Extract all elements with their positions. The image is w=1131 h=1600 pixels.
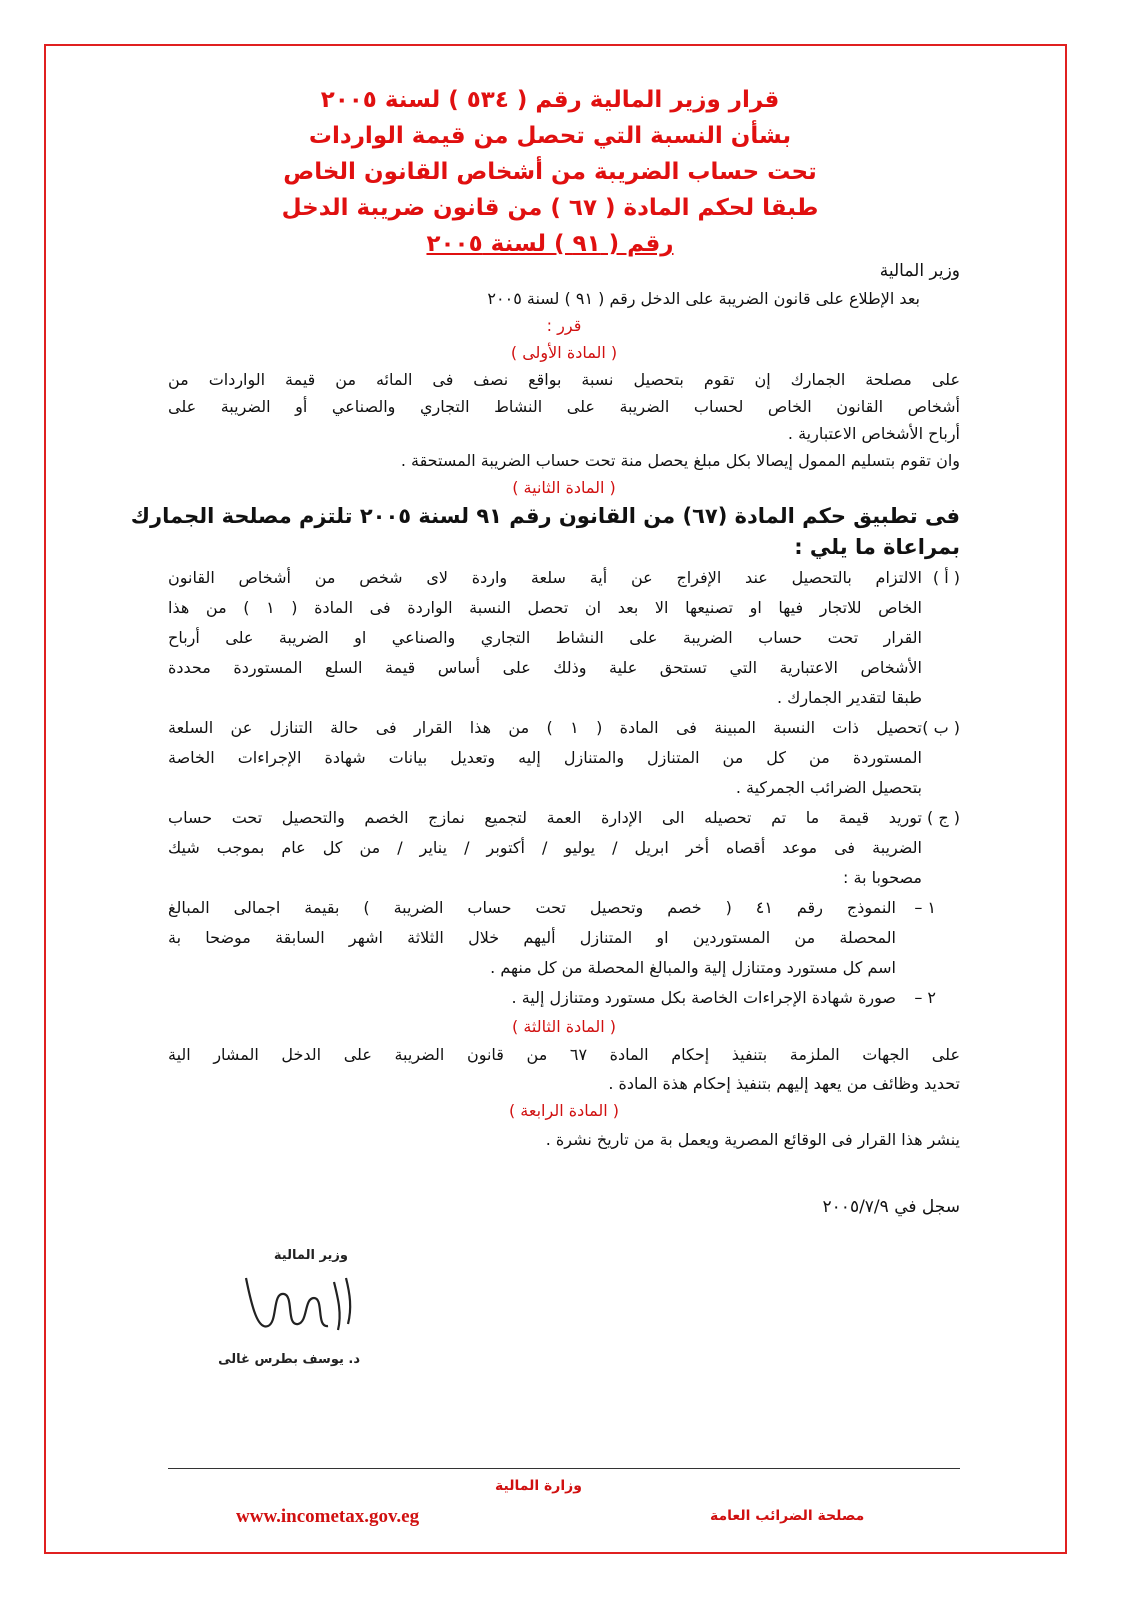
clause-b-label: ( ب ): [922, 718, 960, 737]
title-line-1: قرار وزير المالية رقم ( ٥٣٤ ) لسنة ٢٠٠٥: [320, 87, 780, 113]
clause-a-label: ( أ ): [932, 568, 960, 587]
footer-authority: مصلحة الضرائب العامة: [710, 1508, 865, 1524]
signature-name: د. يوسف بطرس غالى: [218, 1352, 360, 1367]
handwritten-signature: [238, 1268, 358, 1348]
clause-c-1-line: النموذج رقم ٤١ ( خصم وتحصيل تحت حساب الضريبة ) بقيمة اجمالى المبالغ: [168, 898, 896, 917]
decided-heading: قرر :: [546, 316, 582, 335]
clause-c-line: توريد قيمة ما تم تحصيله الى الإدارة العمة لتجميع نمازج الخصم والتحصيل تحت حساب: [168, 808, 922, 827]
clause-b-line: بتحصيل الضرائب الجمركية .: [735, 778, 922, 797]
clause-b-line: تحصيل ذات النسبة المبينة فى المادة ( ١ ) من هذا القرار فى حالة التنازل عن السلعة: [168, 718, 923, 737]
signature-stroke: [334, 1278, 350, 1330]
article-1-line: على مصلحة الجمارك إن تقوم بتحصيل نسبة بواقع نصف فى المائه من قيمة الواردات من: [168, 370, 960, 389]
article-1-receipt: وان تقوم بتسليم الممول إيصالا بكل مبلغ يحصل منة تحت حساب الضريبة المستحقة .: [400, 451, 960, 470]
footer-ministry: وزارة المالية: [495, 1478, 582, 1494]
clause-a-line: الأشخاص الاعتبارية التي تستحق علية وذلك على أساس قيمة السلع المستوردة محددة: [168, 658, 922, 677]
article-1-heading: ( المادة الأولى ): [510, 343, 618, 362]
article-1-line: أرباح الأشخاص الاعتبارية .: [787, 424, 960, 443]
clause-b-line: المستوردة من كل من المتنازل والمتنازل إليه وتعديل بيانات شهادة الإجراءات الخاصة: [168, 748, 922, 767]
article-3-line: على الجهات الملزمة بتنفيذ إحكام المادة ٦٧ من قانون الضريبة على الدخل المشار الية: [168, 1045, 960, 1064]
clause-c-1: [168, 893, 960, 983]
clause-c-line: مصحوبا بة :: [843, 868, 922, 887]
signature-title: وزير المالية: [273, 1248, 348, 1263]
title-line-3: تحت حساب الضريبة من أشخاص القانون الخاص: [283, 159, 817, 185]
clause-a-line: الالتزام بالتحصيل عند الإفراج عن أية سلعة واردة لاى شخص من أشخاص القانون: [168, 568, 922, 587]
decree-title: [200, 82, 900, 262]
clause-a-line: القرار تحت حساب الضريبة على النشاط التجاري والصناعي او الضريبة على أرباح: [168, 628, 922, 647]
footer-website-link[interactable]: www.incometax.gov.eg: [236, 1506, 420, 1527]
clause-a-line: الخاص للاتجار فيها او تصنيعها الا بعد ان تحصل النسبة الواردة فى المادة ( ١ ) من هذا: [168, 598, 922, 617]
clause-c-2: [168, 983, 960, 1013]
clause-c-1-label: ١ –: [914, 898, 936, 917]
article-3-heading: ( المادة الثالثة ): [512, 1017, 616, 1036]
decree-body: [130, 258, 960, 1221]
preamble-text: بعد الإطلاع على قانون الضريبة على الدخل رقم ( ٩١ ) لسنة ٢٠٠٥: [487, 289, 920, 308]
minister-label: وزير المالية: [879, 261, 960, 281]
registration-date: سجل في ٢٠٠٥/٧/٩: [822, 1197, 960, 1217]
clause-c-1-line: المحصلة من المستوردين او المتنازل أليهم خلال الثلاثة اشهر السابقة موضحا بة: [168, 928, 896, 947]
clause-b: [168, 713, 960, 803]
clause-a-line: طبقا لتقدير الجمارك .: [776, 688, 922, 707]
footer-rule: [168, 1468, 960, 1469]
article-4-heading: ( المادة الرابعة ): [508, 1101, 620, 1120]
article-3-line: تحديد وظائف من يعهد إليهم بتنفيذ إحكام هذة المادة .: [608, 1074, 960, 1093]
article-1-line: أشخاص القانون الخاص لحساب الضريبة على النشاط التجاري والصناعي أو الضريبة على: [168, 397, 960, 416]
article-2-intro: فى تطبيق حكم المادة (٦٧) من القانون رقم ٩١ لسنة ٢٠٠٥ تلتزم مصلحة الجمارك: [130, 504, 960, 528]
clause-c-2-label: ٢ –: [914, 988, 936, 1007]
title-line-4: طبقا لحكم المادة ( ٦٧ ) من قانون ضريبة الدخل: [281, 195, 819, 221]
article-4-line: ينشر هذا القرار فى الوقائع المصرية ويعمل بة من تاريخ نشرة .: [545, 1130, 960, 1149]
clause-a: [168, 563, 960, 713]
clause-c: [168, 803, 960, 893]
title-line-2: بشأن النسبة التي تحصل من قيمة الواردات: [308, 123, 792, 149]
clause-c-label: ( ج ): [927, 808, 960, 827]
clause-c-2-line: صورة شهادة الإجراءات الخاصة بكل مستورد ومتنازل إلية .: [511, 988, 896, 1007]
title-line-5: رقم ( ٩١ ) لسنة ٢٠٠٥: [426, 231, 674, 257]
article-2-intro: بمراعاة ما يلي :: [794, 535, 960, 559]
clause-c-1-line: اسم كل مستورد ومتنازل إلية والمبالغ المحصلة من كل منهم .: [490, 958, 896, 977]
clause-c-line: الضريبة فى موعد أقصاه أخر ابريل / يوليو / أكتوبر / يناير / من كل عام بموجب شيك: [168, 838, 922, 857]
article-2-heading: ( المادة الثانية ): [512, 478, 616, 497]
signature-stroke: [246, 1278, 328, 1326]
